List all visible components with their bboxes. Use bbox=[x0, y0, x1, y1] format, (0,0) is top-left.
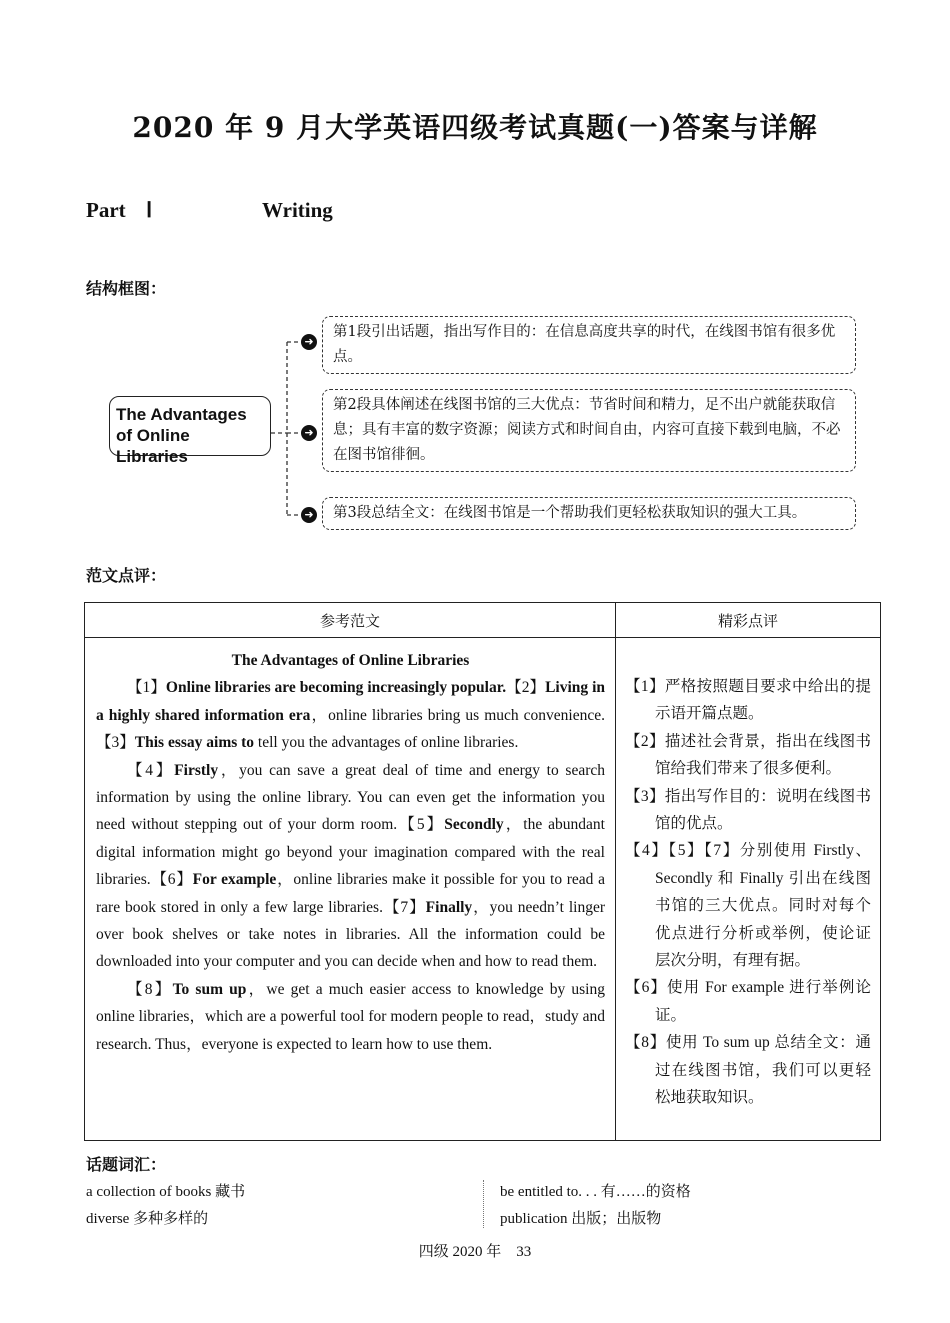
column-header-comment: 精彩点评 bbox=[616, 603, 881, 638]
part-numeral: Ⅰ bbox=[146, 198, 153, 222]
part-name: Writing bbox=[262, 198, 333, 222]
essay-paragraph-1: 【1】Online libraries are becoming increasingly popular.【2】Living in a highly shared information era，online libraries bring us much convenience.【3】This essay aims to tell you the advantages of online libraries. bbox=[96, 679, 605, 752]
essay-cell bbox=[85, 638, 616, 1141]
comment-item: 【6】使用 For example 进行举例论证。 bbox=[625, 979, 871, 1024]
page-footer: 四级 2020 年 33 bbox=[418, 1244, 532, 1260]
vocab-divider bbox=[483, 1180, 484, 1228]
arrow-right-icon: ➜ bbox=[301, 425, 317, 441]
vocab-item: diverse 多种多样的 bbox=[86, 1211, 209, 1227]
arrow-right-icon: ➜ bbox=[301, 507, 317, 523]
vocab-item: a collection of books 藏书 bbox=[86, 1184, 246, 1200]
vocab-item: publication 出版；出版物 bbox=[500, 1211, 662, 1227]
comment-item: 【4】【5】【7】分别使用 Firstly、Secondly 和 Finally 引出在线图书馆的三大优点。同时对每个优点进行分析或举例，使论证层次分明，有理有据。 bbox=[625, 842, 871, 970]
diagram-leaf-2: 第2段具体阐述在线图书馆的三大优点：节省时间和精力，足不出户就能获取信息；具有丰富的数字资源；阅读方式和时间自由，内容可直接下载到电脑，不必在图书馆徘徊。 bbox=[322, 389, 856, 472]
structure-heading: 结构框图： bbox=[86, 279, 167, 298]
column-header-essay: 参考范文 bbox=[85, 603, 616, 638]
vocab-item: be entitled to. . . 有……的资格 bbox=[500, 1184, 691, 1200]
comment-item: 【8】使用 To sum up 总结全文：通过在线图书馆，我们可以更轻松地获取知识。 bbox=[625, 1034, 871, 1107]
page-title: 2020 年 9 月大学英语四级考试真题(一)答案与详解 bbox=[132, 111, 818, 144]
diagram-leaf-1: 第1段引出话题，指出写作目的：在信息高度共享的时代，在线图书馆有很多优点。 bbox=[322, 316, 856, 374]
comment-item: 【3】指出写作目的：说明在线图书馆的优点。 bbox=[625, 787, 871, 833]
essay-table bbox=[84, 602, 881, 1141]
essay-paragraph-3: 【8】To sum up，we get a much easier access to knowledge by using online libraries，which are a powerful tool for modern people to read，study and research. Thus，everyone is expected to learn how to use them. bbox=[96, 980, 605, 1053]
essay-paragraph-2: 【4】Firstly，you can save a great deal of time and energy to search information by using the online library. You can even get the information you need without stepping out of your dorm room.【5】Secondly，the abundant digital information might go beyond your imagination compared with the real libraries.【6】For example，online libraries make it possible for you to read a rare book stored in only a few large libraries.【7】Finally，you needn’t linger over book shelves or take notes in libraries. All the information could be downloaded into your computer and you can decide when and how to read them. bbox=[96, 761, 605, 971]
essay-title: The Advantages of Online Libraries bbox=[231, 652, 470, 669]
part-label: Part bbox=[86, 198, 126, 222]
diagram-root-node: The Advantages of Online Libraries bbox=[109, 396, 271, 456]
comment-item: 【2】描述社会背景，指出在线图书馆给我们带来了很多便利。 bbox=[625, 732, 871, 778]
comment-cell bbox=[616, 638, 881, 1141]
comment-item: 【1】严格按照题目要求中给出的提示语开篇点题。 bbox=[625, 678, 871, 723]
arrow-right-icon: ➜ bbox=[301, 334, 317, 350]
structure-diagram bbox=[100, 305, 870, 545]
review-heading: 范文点评： bbox=[86, 566, 167, 585]
vocab-heading: 话题词汇： bbox=[86, 1155, 167, 1174]
diagram-leaf-3: 第3段总结全文：在线图书馆是一个帮助我们更轻松获取知识的强大工具。 bbox=[322, 497, 856, 530]
